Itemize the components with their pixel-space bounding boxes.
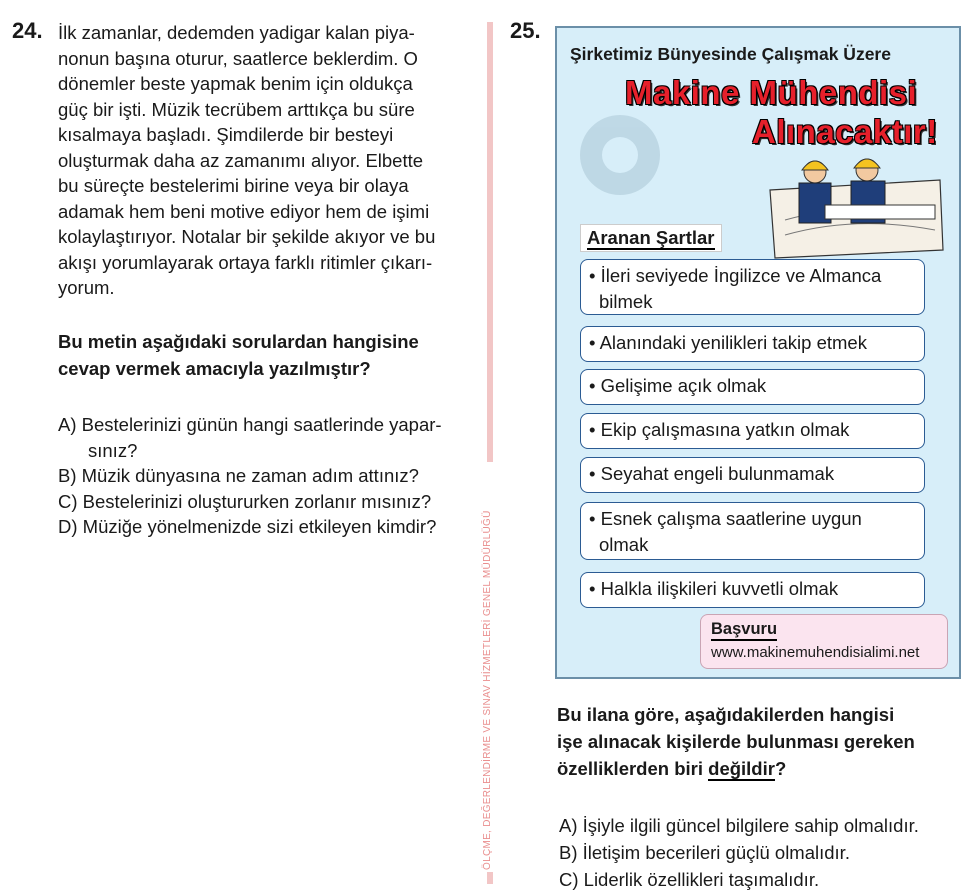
- requirement-item: [580, 502, 925, 560]
- requirement-text: • Gelişime açık olmak: [589, 375, 767, 396]
- passage-line: dönemler beste yapmak benim için oldukça: [58, 73, 413, 94]
- requirement-item: [580, 326, 925, 362]
- option-c[interactable]: C) Liderlik özellikleri taşımalıdır.: [559, 869, 820, 890]
- requirement-item: [580, 413, 925, 449]
- stem-line: Bu ilana göre, aşağıdakilerden hangisi: [557, 704, 895, 725]
- option-b[interactable]: B) Müzik dünyasına ne zaman adım attınız?: [58, 465, 419, 486]
- requirement-item: [580, 369, 925, 405]
- gear-icon: [580, 115, 660, 195]
- question-24-stem: [58, 328, 419, 382]
- question-25-number: 25.: [510, 18, 541, 43]
- poster-headline-2: Alınacaktır!: [752, 113, 938, 150]
- application-box: [700, 614, 948, 669]
- requirement-text: • Seyahat engeli bulunmamak: [589, 463, 835, 484]
- publisher-vertical-text: ÖLÇME, DEĞERLENDİRME VE SINAV HİZMETLERİ GENEL MÜDÜRLÜĞÜ: [482, 510, 493, 870]
- option-a[interactable]: A) Bestelerinizi günün hangi saatlerinde yapar-: [58, 414, 442, 435]
- divider-end-mark: [487, 872, 493, 884]
- passage-line: kısalmaya başladı. Şimdilerde bir besteyi: [58, 124, 394, 145]
- passage-line: oluşturmak daha az zamanımı alıyor. Elbette: [58, 149, 424, 171]
- stem-text: özelliklerden biri: [557, 758, 709, 779]
- option-d[interactable]: D) Müziğe yönelmenizde sizi etkileyen kimdir?: [58, 516, 437, 537]
- option-c[interactable]: C) Bestelerinizi oluştururken zorlanır mısınız?: [58, 490, 432, 512]
- poster-headline-1: Makine Mühendisi: [625, 74, 918, 111]
- passage-line: kolaylaştırıyor. Notalar bir şekilde akıyor ve bu: [58, 226, 436, 247]
- option-a[interactable]: A) İşiyle ilgili güncel bilgilere sahip olmalıdır.: [559, 815, 919, 836]
- stem-line: cevap vermek amacıyla yazılmıştır?: [58, 358, 371, 379]
- stem-line: [557, 755, 915, 782]
- passage-line: akışı yorumlayarak ortaya farklı ritimler çıkarı-: [58, 251, 433, 273]
- passage-line: güç bir işti. Müzik tecrübem arttıkça bu süre: [58, 98, 415, 120]
- passage-line: bu süreçte bestelerimi birine veya bir olaya: [58, 175, 409, 196]
- requirement-text: • Esnek çalışma saatlerine uygun: [589, 508, 862, 529]
- engineers-illustration: [765, 150, 945, 260]
- stem-line: işe alınacak kişilerde bulunması gereken: [557, 731, 915, 752]
- question-25-options: [559, 812, 919, 893]
- question-24-passage: [58, 20, 435, 301]
- requirements-heading-text: Aranan Şartlar: [587, 227, 715, 248]
- requirement-item: [580, 259, 925, 315]
- stem-emphasis: değildir: [708, 758, 775, 779]
- passage-line: adamak hem beni motive ediyor hem de işimi: [58, 200, 430, 222]
- requirement-text: • İleri seviyede İngilizce ve Almanca: [589, 265, 882, 286]
- question-24-options: [58, 412, 442, 540]
- question-24-number: 24.: [12, 18, 43, 43]
- option-a-continued: sınız?: [88, 439, 138, 461]
- requirement-item: [580, 572, 925, 608]
- requirement-item: [580, 457, 925, 493]
- stem-text: ?: [774, 758, 787, 779]
- application-label: Başvuru: [711, 619, 777, 641]
- poster-title: Şirketimiz Bünyesinde Çalışmak Üzere: [570, 44, 891, 64]
- column-divider: [487, 22, 493, 462]
- requirement-text: olmak: [599, 534, 649, 555]
- application-url[interactable]: www.makinemuhendisialimi.net: [711, 644, 920, 661]
- option-b[interactable]: B) İletişim becerileri güçlü olmalıdır.: [559, 842, 850, 863]
- passage-line: nonun başına oturur, saatlerce beklerdim. O: [58, 47, 418, 69]
- requirement-text: • Halkla ilişkileri kuvvetli olmak: [589, 578, 839, 599]
- passage-line: yorum.: [58, 277, 115, 298]
- requirement-text: • Ekip çalışmasına yatkın olmak: [589, 419, 850, 440]
- requirements-heading: [580, 224, 722, 252]
- stem-line: Bu metin aşağıdaki sorulardan hangisine: [58, 331, 419, 352]
- requirement-text: • Alanındaki yenilikleri takip etmek: [589, 332, 867, 353]
- question-25-stem: [557, 701, 915, 782]
- passage-line: İlk zamanlar, dedemden yadigar kalan piya-: [58, 22, 415, 43]
- requirement-text: bilmek: [599, 291, 653, 312]
